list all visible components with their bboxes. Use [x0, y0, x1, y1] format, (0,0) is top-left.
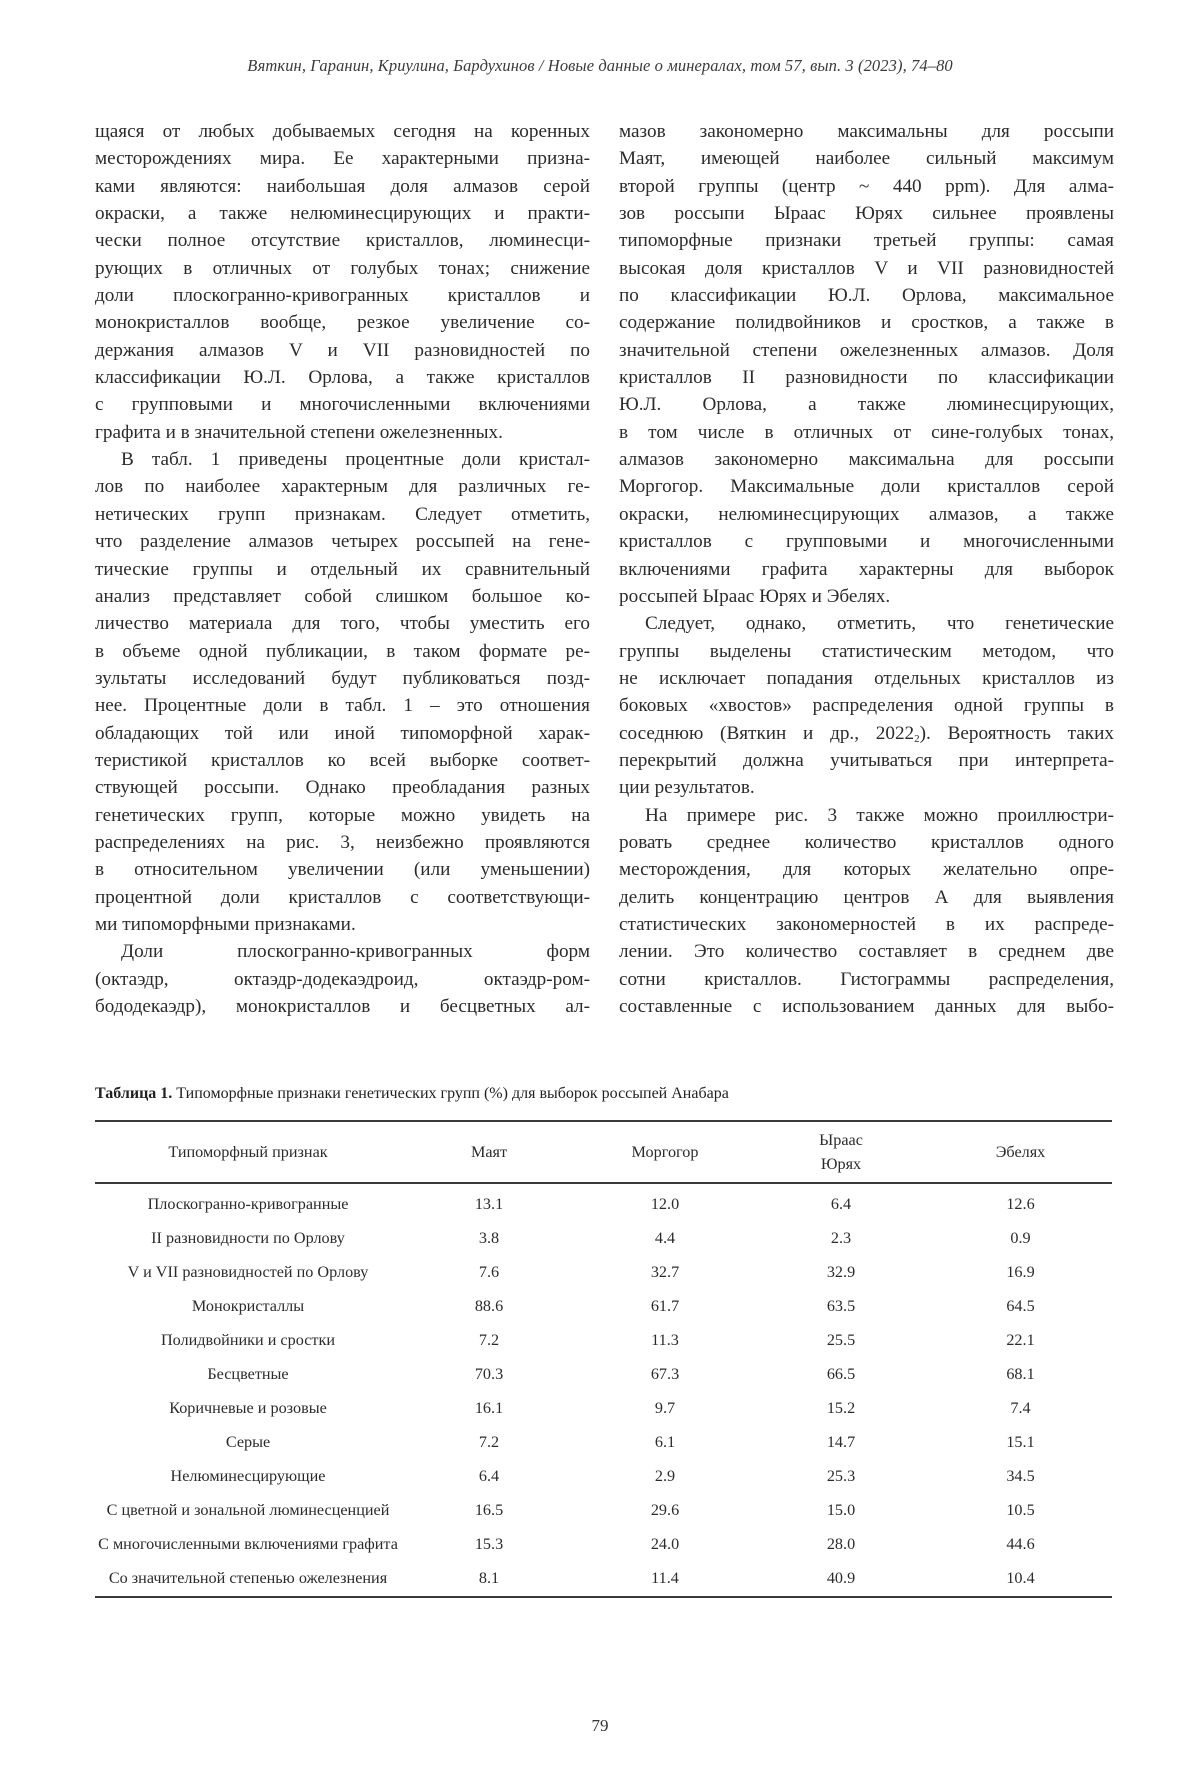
header-mayat: Маят [470, 1143, 508, 1161]
text-line: россыпей Ыраас Юрях и Эбелях. [619, 585, 891, 607]
value-cell: 14.7 [826, 1433, 856, 1451]
value-cell: 29.6 [650, 1501, 680, 1519]
text-line: графита и в значительной степени ожелезненных. [95, 421, 503, 443]
value-cell: 7.6 [478, 1263, 500, 1281]
text-line: чески полное отсутствие кристаллов, люминесци- [95, 230, 590, 252]
value-cell: 2.3 [830, 1229, 852, 1247]
value-cell: 7.4 [1010, 1399, 1031, 1417]
value-cell: 11.3 [651, 1331, 679, 1349]
text-line: лении. Это количество составляет в среднем две [619, 941, 1114, 963]
text-line: ровать среднее количество кристаллов одного [619, 831, 1114, 853]
feature-cell: Плоскогранно-кривогранные [147, 1195, 349, 1213]
value-cell: 12.0 [650, 1195, 680, 1213]
text-line: распределениях на рис. 3, неизбежно проявляются [95, 831, 590, 853]
table-row [95, 1254, 1112, 1288]
header-morgogor: Моргогор [631, 1143, 699, 1161]
text-line: зов россыпи Ыраас Юрях сильнее проявлены [619, 203, 1114, 225]
value-cell: 44.6 [1006, 1535, 1035, 1553]
text-line: что разделение алмазов четырех россыпей на гене- [95, 531, 590, 553]
value-cell: 15.2 [826, 1399, 856, 1417]
value-cell: 64.5 [1006, 1297, 1035, 1315]
header-yraas-yuryakh [753, 1121, 929, 1183]
feature-cell: С многочисленными включениями графита [98, 1535, 398, 1553]
text-line: нее. Процентные доли в табл. 1 – это отношения [95, 695, 590, 717]
value-cell: 16.9 [1006, 1263, 1035, 1281]
text-line: в объеме одной публикации, в таком формате ре- [95, 640, 590, 662]
running-head: Вяткин, Гаранин, Криулина, Бардухинов / Новые данные о минералах, том 57, вып. 3 (2023), 74–80 [247, 56, 953, 75]
value-cell: 15.1 [1006, 1433, 1035, 1451]
value-cell: 8.1 [478, 1569, 500, 1587]
value-cell: 67.3 [650, 1365, 680, 1383]
table-row [95, 1560, 1112, 1597]
text-line: включениями графита характерны для выборок [619, 558, 1114, 580]
text-line: Маят, имеющей наиболее сильный максимум [619, 148, 1114, 170]
text-line: зультаты исследований будут публиковаться позд- [95, 667, 590, 689]
text-line: держания алмазов V и VII разновидностей по [95, 339, 590, 361]
table-row [95, 1424, 1112, 1458]
text-line: Ю.Л. Орлова, а также люминесцирующих, [619, 394, 1114, 416]
table-row [95, 1220, 1112, 1254]
value-cell: 32.9 [826, 1263, 856, 1281]
data-table [95, 1120, 1112, 1598]
header-ebelyakh: Эбелях [995, 1143, 1046, 1161]
text-line: монокристаллов вообще, резкое увеличение со- [95, 312, 590, 334]
value-cell: 6.4 [830, 1195, 852, 1213]
feature-cell: Со значительной степенью ожелезнения [108, 1569, 388, 1587]
value-cell: 40.9 [826, 1569, 856, 1587]
value-cell: 25.5 [826, 1331, 856, 1349]
value-cell: 11.4 [651, 1569, 679, 1587]
feature-cell: Серые [225, 1433, 271, 1451]
feature-cell: Полидвойники и сростки [160, 1331, 335, 1349]
header-yraas-yuryakh-text: Ыраас Юрях [819, 1131, 863, 1173]
text-line: составленные с использованием данных для выбо- [619, 996, 1114, 1017]
text-line: На примере рис. 3 также можно проиллюстри- [645, 804, 1114, 826]
text-line: теристикой кристаллов ко всей выборке соответ- [95, 749, 590, 771]
text-line: кристаллов с групповыми и многочисленными [619, 531, 1114, 553]
value-cell: 0.9 [1010, 1229, 1031, 1247]
value-cell: 7.2 [478, 1331, 500, 1349]
feature-cell: Монокристаллы [191, 1297, 305, 1315]
feature-cell: II разновидности по Орлову [151, 1229, 345, 1247]
text-line: не исключает попадания отдельных кристаллов из [619, 667, 1114, 689]
value-cell: 22.1 [1006, 1331, 1035, 1349]
text-line: в относительном увеличении (или уменьшении) [95, 859, 590, 881]
table-header-row [95, 1121, 1112, 1183]
text-line: соседнюю (Вяткин и др., $2022_2$). Вероятность таких [619, 722, 1114, 745]
value-cell: 13.1 [474, 1195, 504, 1213]
text-line: В табл. 1 приведены процентные доли кристал- [121, 449, 590, 471]
value-cell: 15.3 [474, 1535, 504, 1553]
table-caption-text: Типоморфные признаки генетических групп (%) для выборок россыпей Анабара [172, 1085, 729, 1102]
text-line: личество материала для того, чтобы уместить его [95, 613, 590, 635]
feature-cell: V и VII разновидностей по Орлову [127, 1263, 369, 1281]
text-line: высокая доля кристаллов V и VII разновидностей [619, 257, 1114, 279]
value-cell: 63.5 [826, 1297, 856, 1315]
text-line: ции результатов. [619, 777, 755, 799]
value-cell: 28.0 [826, 1535, 856, 1553]
text-line: щаяся от любых добываемых сегодня на коренных [95, 121, 590, 142]
text-line: ми типоморфными признаками. [95, 913, 356, 935]
text-line: ками являются: наибольшая доля алмазов серой [95, 175, 590, 197]
text-line: типоморфные признаки третьей группы: самая [619, 230, 1114, 252]
text-line: перекрытий должна учитываться при интерпрета- [619, 749, 1114, 771]
feature-cell: Коричневые и розовые [169, 1399, 327, 1417]
table-row [95, 1288, 1112, 1322]
value-cell: 68.1 [1006, 1365, 1035, 1383]
text-line: алмазов закономерно максимальна для россыпи [619, 449, 1114, 471]
text-line: окраски, нелюминесцирующих алмазов, а также [619, 503, 1114, 525]
text-line: рующих в отличных от голубых тонах; снижение [95, 257, 590, 279]
text-line: содержание полидвойников и сростков, а также в [619, 312, 1114, 334]
text-line: окраски, а также нелюминесцирующих и практи- [95, 203, 590, 225]
table-row [95, 1526, 1112, 1560]
text-line: сотни кристаллов. Гистограммы распределения, [619, 968, 1114, 990]
text-line: месторождениях мира. Ее характерными призна- [95, 148, 590, 170]
text-line: группы выделены статистическим методом, что [619, 640, 1114, 662]
citation-tail: ). Вероятность таких [919, 722, 1114, 744]
text-line: (октаэдр, октаэдр-додекаэдроид, октаэдр-ром- [95, 968, 590, 990]
value-cell: 6.4 [478, 1467, 500, 1485]
text-line: кристаллов II разновидности по классификации [619, 367, 1114, 389]
text-line: Доли плоскогранно-кривогранных форм [121, 941, 590, 963]
text-line: по классификации Ю.Л. Орлова, максимальное [619, 285, 1114, 307]
value-cell: 24.0 [650, 1535, 680, 1553]
value-cell: 34.5 [1006, 1467, 1035, 1485]
table-row [95, 1356, 1112, 1390]
text-line: делить концентрацию центров А для выявления [619, 886, 1114, 908]
value-cell: 70.3 [474, 1365, 504, 1383]
table-row [95, 1322, 1112, 1356]
page-number: 79 [591, 1716, 609, 1735]
text-line: значительной степени ожелезненных алмазов. Доля [619, 339, 1114, 361]
value-cell: 12.6 [1006, 1195, 1035, 1213]
text-line: Следует, однако, отметить, что генетические [645, 613, 1114, 635]
table-row [95, 1492, 1112, 1526]
header-feature: Типоморфный признак [168, 1143, 328, 1161]
text-line: генетических групп, которые можно увидеть на [95, 804, 590, 826]
text-line: Моргогор. Максимальные доли кристаллов серой [619, 476, 1114, 498]
table-row [95, 1183, 1112, 1220]
value-cell: 10.4 [1006, 1569, 1035, 1587]
text-line: лов по наиболее характерным для различных ге- [95, 476, 590, 498]
text-line: боковых «хвостов» распределения одной группы в [619, 695, 1114, 717]
text-line: нетических групп признакам. Следует отметить, [95, 503, 590, 525]
text-line: тические группы и отдельный их сравнительный [95, 558, 590, 580]
feature-cell: Нелюминесцирующие [170, 1467, 326, 1485]
feature-cell: Бесцветные [207, 1365, 289, 1383]
value-cell: 88.6 [474, 1297, 504, 1315]
value-cell: 25.3 [826, 1467, 856, 1485]
text-line: статистических закономерностей в их распреде- [619, 913, 1114, 935]
value-cell: 32.7 [650, 1263, 680, 1281]
text-line: ствующей россыпи. Однако преобладания разных [95, 777, 590, 799]
text-line: доли плоскогранно-кривогранных кристаллов и [95, 285, 590, 307]
citation-subscript: 2 [914, 732, 920, 745]
text-line: классификации Ю.Л. Орлова, а также кристаллов [95, 367, 590, 389]
right-text-column [619, 118, 1114, 1020]
table-caption-label: Таблица 1. [95, 1085, 173, 1102]
table-row [95, 1458, 1112, 1492]
text-line: мазов закономерно максимальны для россыпи [619, 121, 1114, 142]
value-cell: 15.0 [826, 1501, 856, 1519]
value-cell: 4.4 [654, 1229, 676, 1247]
value-cell: 66.5 [826, 1365, 856, 1383]
value-cell: 6.1 [654, 1433, 676, 1451]
value-cell: 3.8 [478, 1229, 500, 1247]
value-cell: 7.2 [478, 1433, 500, 1451]
text-line: месторождения, для которых желательно опре- [619, 859, 1114, 881]
text-line: бододекаэдр), монокристаллов и бесцветных ал- [95, 996, 590, 1017]
value-cell: 2.9 [654, 1467, 676, 1485]
text-line: второй группы (центр ~ 440 ppm). Для алма- [619, 175, 1114, 197]
table-row [95, 1390, 1112, 1424]
left-text-column [95, 118, 590, 1020]
value-cell: 16.1 [474, 1399, 504, 1417]
text-line: анализ представляет собой слишком большое ко- [95, 585, 590, 607]
text-line: процентной доли кристаллов с соответствующи- [95, 886, 590, 908]
value-cell: 9.7 [654, 1399, 676, 1417]
feature-cell: С цветной и зональной люминесценцией [106, 1501, 390, 1519]
value-cell: 61.7 [650, 1297, 680, 1315]
value-cell: 16.5 [474, 1501, 504, 1519]
text-line: в том числе в отличных от сине-голубых тонах, [619, 421, 1114, 443]
value-cell: 10.5 [1006, 1501, 1035, 1519]
text-line: обладающих той или иной типоморфной харак- [95, 722, 590, 744]
table-caption [95, 1085, 729, 1103]
text-line: с групповыми и многочисленными включениями [95, 394, 590, 416]
